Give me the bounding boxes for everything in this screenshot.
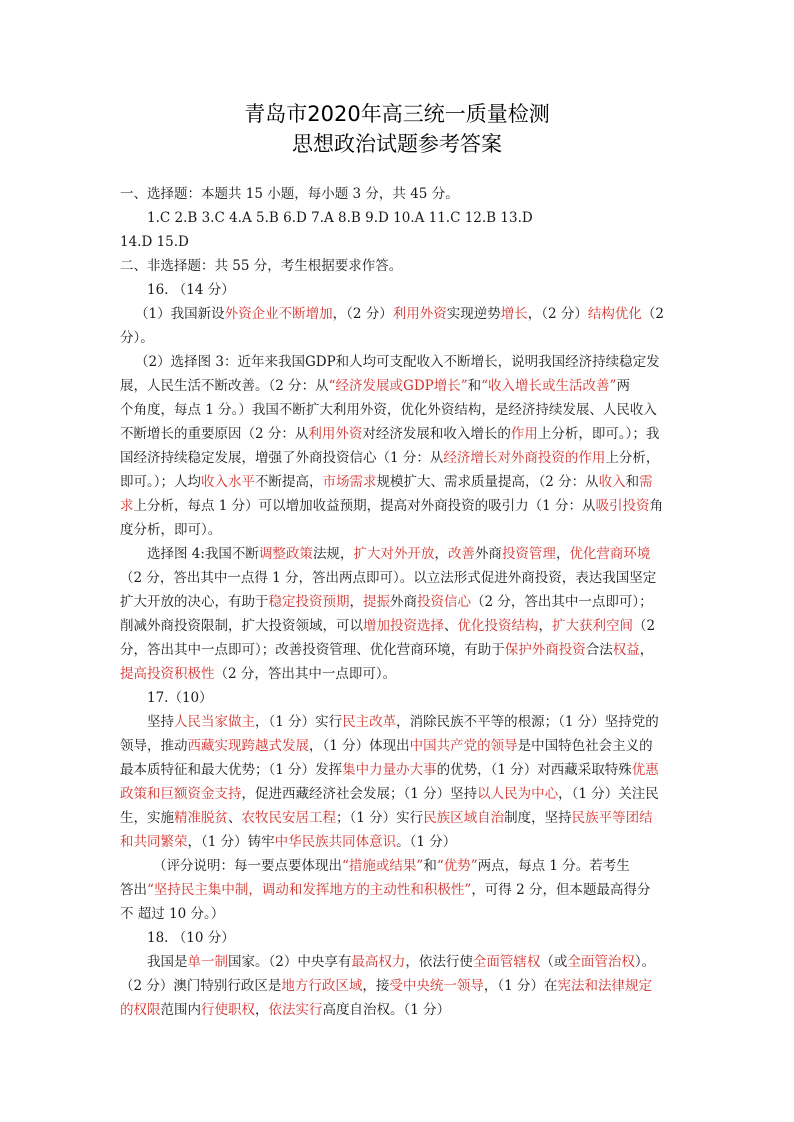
answer-line [147, 953, 700, 971]
answer-text: 1.C 2.B 3.C 4.A 5.B 6.D 7.A 8.B 9.D 10.A 11.C 12.B 13.D [147, 210, 533, 226]
key-point-text: 求 [120, 498, 134, 514]
key-point-text: “优势” [436, 858, 478, 874]
answer-line [135, 353, 700, 371]
answer-text: 是中国特色社会主义的 [517, 738, 653, 754]
answer-text: （2 分）澳门特别行政区是 [120, 978, 282, 994]
key-point-text: 投资管理 [501, 546, 556, 562]
answer-line [147, 545, 700, 563]
key-point-text: 需 [639, 474, 653, 490]
answer-text: 不 超过 10 分。） [120, 906, 225, 922]
key-point-text: 中国共产党的领导 [409, 738, 518, 754]
answer-text: ，（2 分） [527, 306, 588, 322]
answer-line [120, 449, 700, 467]
key-point-text: 民主改革 [342, 714, 397, 730]
answer-text: 不断提高， [255, 474, 323, 490]
answer-text: ，促进西藏经济社会发展；（1 分）坚持 [241, 786, 478, 802]
answer-text: ， [255, 1002, 269, 1018]
key-point-text: 西藏实现跨越式发展 [187, 738, 309, 754]
answer-text: 一、选择题：本题共 15 小题，每小题 3 分，共 45 分。 [120, 186, 459, 202]
answer-line [120, 785, 700, 803]
answer-line [120, 401, 700, 419]
answer-text: 领导，推动 [120, 738, 188, 754]
answer-text: 、 [444, 618, 458, 634]
key-point-text: 权益 [612, 642, 640, 658]
key-point-text: 中华民族共同体意识 [274, 834, 397, 850]
key-point-text: 依法实行 [268, 1002, 323, 1018]
key-point-text: 全面管治权 [567, 954, 635, 970]
answer-line [120, 809, 700, 827]
answer-text: ，（2 分） [332, 306, 393, 322]
answer-line [147, 209, 700, 227]
answer-line [120, 1001, 700, 1019]
answer-line [120, 569, 700, 587]
answer-text: ， [639, 642, 654, 658]
key-point-text: 最高权力 [351, 954, 406, 970]
answer-text: 即可。）；人均 [120, 474, 201, 490]
key-point-text: 提振 [363, 594, 390, 610]
answer-line [120, 617, 700, 635]
key-point-text: 增长 [500, 306, 528, 322]
key-point-text: “收入增长或生活改善” [481, 378, 617, 394]
answer-line [120, 737, 700, 755]
key-point-text: 利用外资 [392, 306, 447, 322]
answer-text: 上分析，即可。）；我 [537, 426, 660, 442]
answer-line [120, 185, 700, 203]
answer-line [147, 689, 700, 707]
answer-text: 外商 [474, 546, 502, 562]
answer-text: 合法 [585, 642, 613, 658]
answer-text: 法规， [312, 546, 354, 562]
answer-text: ，（1 分）铸牢 [187, 834, 275, 850]
answer-line [120, 473, 700, 491]
answer-text: 和 [625, 474, 640, 490]
answer-line [120, 641, 700, 659]
answer-line [153, 857, 700, 875]
key-point-text: 改善 [447, 546, 475, 562]
answer-text: 分，答出其中一点即可）；改善投资管理、优化营商环境，有助于 [120, 642, 505, 658]
answer-text: 我国是 [147, 954, 188, 970]
answer-text: ，（1 分）体现出 [309, 738, 410, 754]
key-point-text: 民族平等团结 [571, 810, 653, 826]
answer-text: 答出 [120, 882, 147, 898]
answer-text: 最本质特征和最大优势；（1 分）发挥 [120, 762, 343, 778]
answer-text: 度分析，即可）。 [120, 522, 222, 538]
answer-text: 范围内 [160, 1002, 201, 1018]
key-point-text: 增加投资选择 [363, 618, 444, 634]
key-point-text: 结构优化 [587, 306, 642, 322]
answer-text: 上分析， [605, 450, 660, 466]
answer-text: ，接 [362, 978, 390, 994]
answer-text: ，（1 分）在 [483, 978, 558, 994]
key-point-text: “坚持民主集中制，调动和发挥地方的主动性和积极性” [147, 882, 472, 898]
answer-text: ，消除民族不平等的根源；（1 分）坚持党的 [396, 714, 659, 730]
answer-line [135, 305, 700, 323]
answer-line [120, 497, 700, 515]
key-point-text: “措施或结果” [342, 858, 424, 874]
answer-text: ， [555, 546, 570, 562]
answer-line [147, 281, 700, 299]
answer-text: ，可得 2 分，但本题最高得分 [471, 882, 651, 898]
answer-text: 选择图 4:我国不断 [147, 546, 259, 562]
key-point-text: 政策和巨额资金支持 [120, 786, 242, 802]
answer-text: ；（1 分）实行 [336, 810, 424, 826]
key-point-text: 的权限 [120, 1002, 161, 1018]
key-point-text: 优化营商环境 [569, 546, 651, 562]
answer-text: 制度，坚持 [504, 810, 572, 826]
key-point-text: 利用外资 [308, 426, 363, 442]
document-title: 青岛市2020年高三统一质量检测 [244, 102, 550, 126]
answer-text: 上分析，每点 1 分）可以增加收益预期，提高对外商投资的吸引力（1 分：从 [133, 498, 596, 514]
answer-line [120, 425, 700, 443]
key-point-text: 行使职权 [201, 1002, 255, 1018]
answer-text: 16. （14 分） [147, 282, 235, 298]
answer-line [120, 377, 700, 395]
key-point-text: 宪法和法律规定 [557, 978, 653, 994]
key-point-text: 精准脱贫 [174, 810, 228, 826]
answer-line [120, 329, 700, 347]
answer-text: 个角度，每点 1 分。）我国不断扩大利用外资，优化外资结构，是经济持续发展、人民收入 [120, 402, 657, 418]
answer-text: 外商 [390, 594, 417, 610]
key-point-text: 地方行政区域 [281, 978, 363, 994]
key-point-text: 调整政策 [258, 546, 313, 562]
answer-text: 两 [616, 378, 630, 394]
key-point-text: 农牧民安居工程 [241, 810, 336, 826]
key-point-text: 收入水平 [201, 474, 255, 490]
answer-text: ，（1 分）实行 [255, 714, 343, 730]
answer-text: 和 [423, 858, 437, 874]
answer-text: 展，人民生活不断改善。（2 分：从 [120, 378, 329, 394]
answer-text: 。（1 分） [396, 834, 457, 850]
answer-line [120, 905, 700, 923]
answer-text: 对经济发展和收入增长的 [362, 426, 511, 442]
key-point-text: 以人民为中心 [477, 786, 559, 802]
key-point-text: 投资信心 [417, 594, 471, 610]
key-point-text: 和共同繁荣 [120, 834, 188, 850]
answer-text: 14.D 15.D [120, 234, 189, 250]
answer-line [147, 713, 700, 731]
answer-text: 扩大开放的决心，有助于 [120, 594, 269, 610]
answer-text: 规模扩大、需求质量提高，（2 分：从 [376, 474, 599, 490]
answer-text: 和 [467, 378, 482, 394]
answer-text: 、 [228, 810, 242, 826]
key-point-text: 优惠 [631, 762, 659, 778]
key-point-text: 收入 [598, 474, 626, 490]
answer-text: ）。 [634, 954, 656, 970]
key-point-text: 单一制 [187, 954, 228, 970]
key-point-text: 市场需求 [322, 474, 377, 490]
key-point-text: 经济增长对外商投资的作用 [443, 450, 606, 466]
key-point-text: 全面管辖权 [472, 954, 541, 970]
key-point-text: 集中力量办大事 [342, 762, 437, 778]
answer-line [147, 929, 700, 947]
answer-line [120, 521, 700, 539]
answer-text: 削减外商投资限制，扩大投资领域，可以 [120, 618, 363, 634]
answer-text: （1）我国新设 [135, 306, 225, 322]
answer-line [120, 593, 700, 611]
answer-text: 国家。（2）中央享有 [228, 954, 352, 970]
key-point-text: 外资企业不断增加 [224, 306, 333, 322]
answer-line [120, 233, 700, 251]
key-point-text: 民族区域自治 [423, 810, 505, 826]
document-subtitle: 思想政治试题参考答案 [292, 132, 502, 156]
answer-text: （2 [633, 618, 656, 634]
key-point-text: “经济发展或GDP增长” [328, 378, 468, 394]
answer-line [120, 761, 700, 779]
answer-text: 坚持 [147, 714, 174, 730]
answer-text: 高度自治权。（1 分） [322, 1002, 451, 1018]
answer-text: 17.（10） [147, 690, 213, 706]
key-point-text: 稳定投资预期 [268, 594, 350, 610]
key-point-text: 作用 [510, 426, 538, 442]
answer-line [120, 881, 700, 899]
key-point-text: 人民当家做主 [174, 714, 255, 730]
answer-text: （2 分，答出其中一点得 1 分，答出两点即可）。以立法形式促进外商投资，表达我国坚定 [120, 570, 657, 586]
answer-text: 二、非选择题：共 55 分，考生根据要求作答。 [120, 258, 403, 274]
key-point-text: 提高投资积极性 [120, 666, 215, 682]
answer-text: ，依法行使 [405, 954, 473, 970]
answer-text: （2 [641, 306, 664, 322]
key-point-text: 扩大获利空间 [552, 618, 633, 634]
answer-text: 角 [649, 498, 664, 514]
answer-line [120, 833, 700, 851]
answer-text: （2 分，答出其中一点即可）。 [214, 666, 397, 682]
answer-line [120, 977, 700, 995]
key-point-text: 保护外商投资 [504, 642, 586, 658]
answer-text: 实现逆势 [446, 306, 501, 322]
answer-text: ， [538, 618, 552, 634]
answer-text: （或 [540, 954, 568, 970]
answer-text: 生，实施 [120, 810, 174, 826]
answer-text: 国经济持续稳定发展，增强了外商投资信心（1 分：从 [120, 450, 444, 466]
answer-text: ， [349, 594, 363, 610]
answer-line [120, 257, 700, 275]
answer-line [120, 665, 700, 683]
answer-text: ， [434, 546, 448, 562]
answer-text: ，（1 分）关注民 [558, 786, 659, 802]
answer-text: 两点，每点 1 分。若考生 [477, 858, 630, 874]
key-point-text: 扩大对外开放 [353, 546, 435, 562]
key-point-text: 吸引投资 [595, 498, 650, 514]
key-point-text: 优化投资结构 [457, 618, 539, 634]
answer-text: 的优势，（1 分）对西藏采取特殊 [436, 762, 632, 778]
answer-text: （评分说明：每一要点要体现出 [153, 858, 342, 874]
answer-text: （2）选择图 3：近年来我国GDP和人均可支配收入不断增长，说明我国经济持续稳定发 [135, 354, 660, 370]
answer-text: 分）。 [120, 330, 154, 346]
answer-text: 18. （10 分） [147, 930, 235, 946]
answer-text: 不断增长的重要原因（2 分：从 [120, 426, 309, 442]
answer-text: （2 分，答出其中一点即可）； [471, 594, 653, 610]
key-point-text: 受中央统一领导 [389, 978, 484, 994]
